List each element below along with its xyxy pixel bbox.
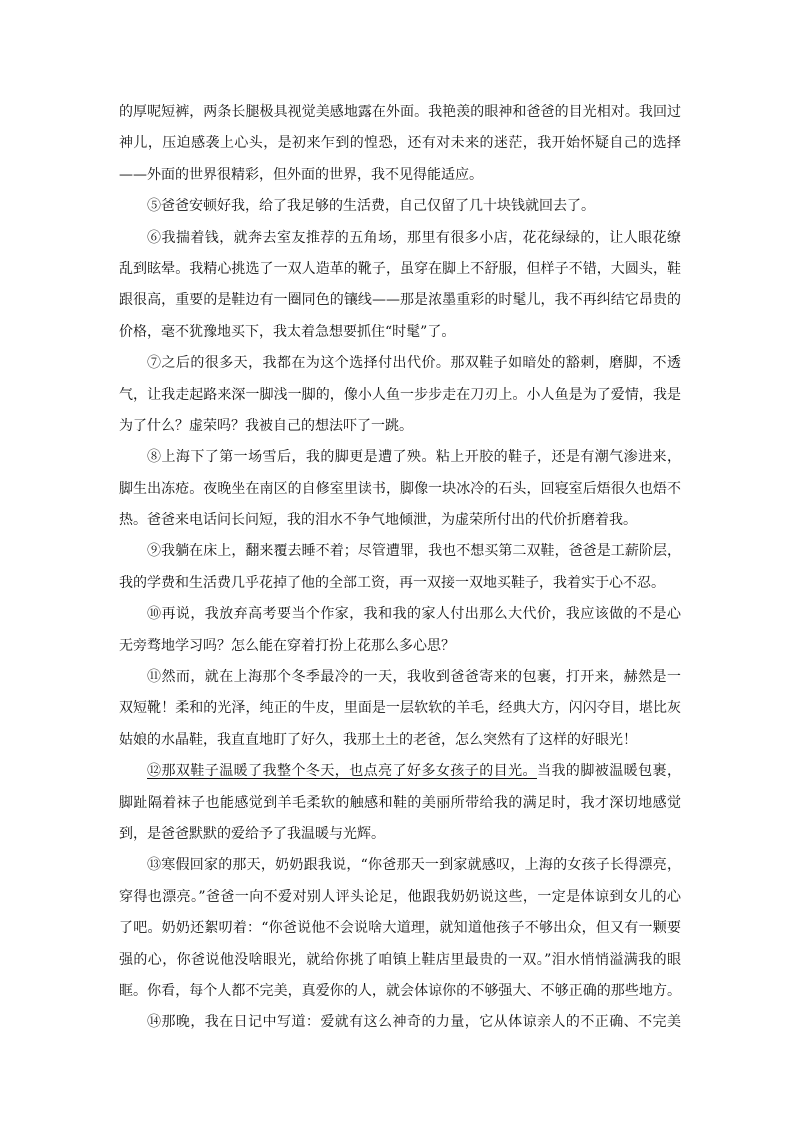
paragraph-6: ⑥我揣着钱，就奔去室友推荐的五角场，那里有很多小店，花花绿绿的，让人眼花缭 — [147, 229, 681, 246]
paragraph-5: ⑤爸爸安顿好我，给了我足够的生活费，自己仅留了几十块钱就回去了。 — [147, 198, 595, 215]
text-line: 强的心，你爸说他没啥眼光，就给你挑了咱镇上鞋店里最贵的一双。”泪水悄悄溢满我的眼 — [119, 951, 681, 968]
paragraph-10: ⑩再说，我放弃高考要当个作家，我和我的家人付出那么大代价，我应该做的不是心 — [147, 606, 681, 623]
underlined-sentence: ⑫那双鞋子温暖了我整个冬天，也点亮了好多女孩子的目光。 — [147, 763, 537, 780]
text-line: 脚趾隔着袜子也能感觉到羊毛柔软的触感和鞋的美丽所带给我的满足时，我才深切地感觉 — [119, 794, 681, 811]
text-line: 姑娘的水晶鞋，我直直地盯了好久，我那土土的老爸，怎么突然有了这样的好眼光！ — [119, 731, 637, 748]
text-line: 乱到眩晕。我精心挑选了一双人造革的靴子，虽穿在脚上不舒服，但样子不错，大圆头，鞋 — [119, 260, 681, 277]
text-line: 我的学费和生活费几乎花掉了他的全部工资，再一双接一双地买鞋子，我着实于心不忍。 — [119, 574, 665, 591]
text-line: 价格，毫不犹豫地买下，我太着急想要抓住“时髦”了。 — [119, 323, 456, 340]
text-line: 穿得也漂亮。”爸爸一向不爱对别人评头论足，他跟我奶奶说这些，一定是体谅到女儿的心 — [119, 888, 681, 905]
text-line: 脚生出冻疮。夜晚坐在南区的自修室里读书，脚像一块冰冷的石头，回寝室后焐很久也焐不 — [119, 480, 681, 497]
paragraph-7: ⑦之后的很多天，我都在为这个选择付出代价。那双鞋子如暗处的豁刺，磨脚，不透 — [147, 355, 681, 372]
paragraph-11: ⑪然而，就在上海那个冬季最冷的一天，我收到爸爸寄来的包裹，打开来，赫然是一 — [147, 669, 681, 686]
paragraph-13: ⑬寒假回家的那天，奶奶跟我说，“你爸那天一到家就感叹，上海的女孩子长得漂亮， — [147, 857, 681, 874]
text-line: 跟很高，重要的是鞋边有一圈同色的镶线——那是浓墨重彩的时髦儿，我不再纠结它昂贵的 — [119, 292, 681, 309]
paragraph-9: ⑨我躺在床上，翻来覆去睡不着；尽管遭罪，我也不想买第二双鞋，爸爸是工薪阶层， — [147, 543, 681, 560]
text-line: 的厚呢短裤，两条长腿极具视觉美感地露在外面。我艳羡的眼神和爸爸的目光相对。我回过 — [119, 104, 681, 120]
text-line: 了吧。奶奶还絮叨着：“你爸说他不会说啥大道理，就知道他孩子不够出众，但又有一颗要 — [119, 920, 681, 937]
sentence-continuation: 当我的脚被温暖包裹， — [537, 763, 681, 780]
paragraph-14: ⑭那晚，我在日记中写道：爱就有这么神奇的力量，它从体谅亲人的不正确、不完美 — [147, 1014, 681, 1031]
paragraph-8: ⑧上海下了第一场雪后，我的脚更是遭了殃。粘上开胶的鞋子，还是有潮气渗进来， — [147, 449, 681, 466]
text-line: 双短靴！柔和的光泽，纯正的牛皮，里面是一层软软的羊毛，经典大方，闪闪夺目，堪比灰 — [119, 700, 681, 717]
text-line: 热。爸爸来电话问长问短，我的泪水不争气地倾泄，为虚荣所付出的代价折磨着我。 — [119, 512, 637, 529]
text-line: 无旁骛地学习吗？怎么能在穿着打扮上花那么多心思？ — [119, 637, 455, 654]
text-line: 气，让我走起路来深一脚浅一脚的，像小人鱼一步步走在刀刃上。小人鱼是为了爱情，我是 — [119, 386, 681, 403]
paragraph-12 — [119, 756, 681, 787]
text-line: 到，是爸爸默默的爱给予了我温暖与光辉。 — [119, 825, 385, 842]
text-line: 为了什么？虚荣吗？我被自己的想法吓了一跳。 — [119, 417, 413, 434]
text-line: 眶。你看，每个人都不完美，真爱你的人，就会体谅你的不够强大、不够正确的那些地方。 — [119, 982, 681, 999]
document-page — [119, 97, 681, 1039]
text-line: ——外面的世界很精彩，但外面的世界，我不见得能适应。 — [119, 166, 483, 183]
text-line: 神儿，压迫感袭上心头，是初来乍到的惶恐，还有对未来的迷茫，我开始怀疑自己的选择 — [119, 135, 681, 152]
